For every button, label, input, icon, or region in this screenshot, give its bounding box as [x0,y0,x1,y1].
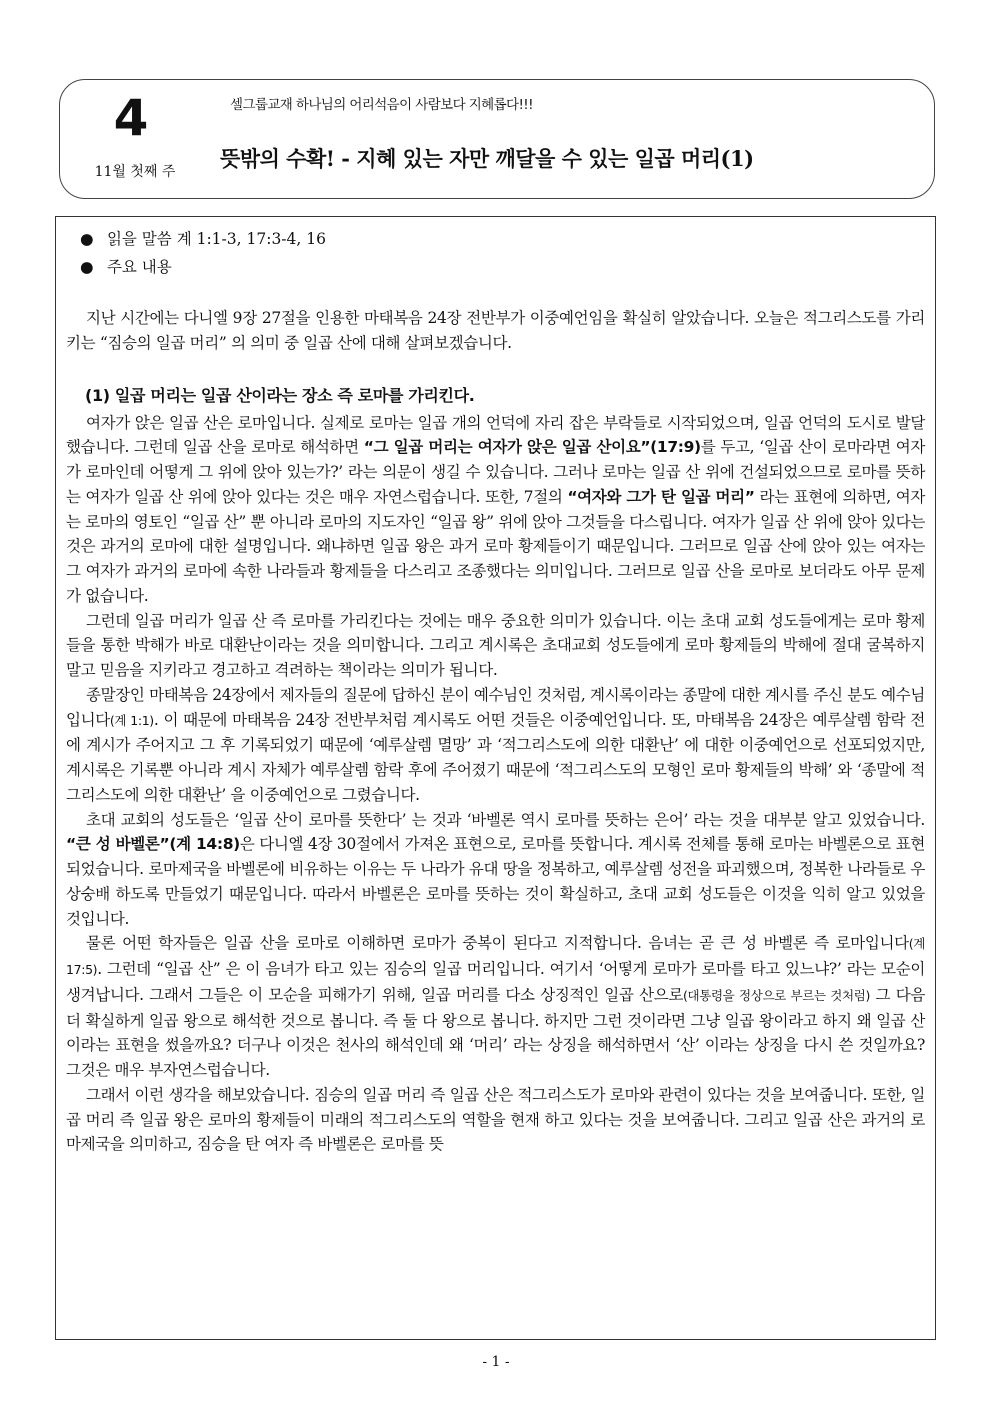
text-run: 물론 어떤 학자들은 일곱 산을 로마로 이해하면 로마가 중복이 된다고 지적합니다. 음녀는 곧 큰 성 바벨론 즉 로마입니다 [86,934,909,953]
section-heading: (1) 일곱 머리는 일곱 산이라는 장소 즉 로마를 가리킨다. [85,385,475,405]
verse-ref: (계 17:5) [66,936,925,977]
text-run: 은 다니엘 4장 30절에서 가져온 표현으로, 로마를 뜻합니다. 계시록 전체를 통해 로마는 바벨론으로 표현되었습니다. 로마제국을 바벨론에 비유하는 이유는 두 나라가 유대 땅을 정복하고, 예루살렘 성전을 파괴했으며, 정복한 나라들로 우상숭배 하도록 만들었기 때문입니다. 따라서 바벨론은 로마를 뜻하는 것이 확실하고, 초대 교회 성도들은 이것을 익히 알고 있었을 것입니다. [66,835,925,928]
bold-quote: “큰 성 바벨론” [66,835,170,854]
bold-quote: “여자와 그가 탄 일곱 머리” [567,487,755,506]
paragraph-3 [66,683,925,808]
paragraph-4 [66,808,925,932]
bullet-icon: ● [80,258,94,276]
text-run: 종말장인 마태복음 24장에서 제자들의 질문에 답하신 분이 예수님인 것처럼, 계시록이라는 종말에 대한 계시를 주신 분도 예수님입니다 [66,685,925,729]
reading-line [80,225,326,253]
verse-ref: (계 1:1) [109,712,154,728]
paragraph-1 [66,411,925,609]
series-title: 셀그룹교재 하나님의 어리석음이 사람보다 지혜롭다!!! [230,97,533,113]
reading-label: 읽을 말씀 [106,230,172,248]
paragraph-6: 그래서 이런 생각을 해보았습니다. 짐승의 일곱 머리 즉 일곱 산은 적그리스도가 로마와 관련이 있다는 것을 보여줍니다. 또한, 일곱 머리 즉 일곱 왕은 로마의 황제들이 미래의 적그리스도의 역할을 현재 하고 있다는 것을 보여줍니다. 그리고 일곱 산은 과거의 로마제국을 의미하고, 짐승을 탄 여자 즉 바벨론은 로마를 뜻 [66,1085,925,1154]
body-text [66,306,925,1157]
text-run: 초대 교회의 성도들은 ‘일곱 산이 로마를 뜻한다’ 는 것과 ‘바벨론 역시 로마를 뜻하는 은어’ 라는 것을 대부분 알고 있었습니다. [86,810,925,829]
inline-note: (대통령을 정상으로 부르는 것처럼) [682,987,870,1003]
paragraph-5 [66,931,925,1083]
content-line [80,253,326,281]
bold-quote: “그 일곱 머리는 여자가 앉은 일곱 산이요” [363,438,651,457]
page-number: - 1 - [482,1354,510,1370]
text-run: . 그런데 “일곱 산” 은 이 음녀가 타고 있는 짐승의 일곱 머리입니다. 여기서 ‘어떻게 로마가 로마를 타고 있느냐?’ 라는 모순이 생겨납니다. 그래서 그들은 이 모순을 피해가기 위해, 일곱 머리를 다소 상징적인 일곱 산으로 [66,960,925,1004]
meta-block [80,225,326,281]
text-run: 를 두고, ‘일곱 산이 로마라면 여자가 로마인데 어떻게 그 위에 앉아 있는가?’ 라는 의문이 생길 수 있습니다. 그러나 로마는 일곱 산 위에 건설되었으므로 로마를 뜻하는 여자가 일곱 산 위에 앉아 있다는 것은 매우 자연스럽습니다. 또한, 7절의 [66,438,926,506]
reading-value: 계 1:1-3, 17:3-4, 16 [176,230,326,248]
text-run: . 이 때문에 마태복음 24장 전반부처럼 계시록도 어떤 것들은 이중예언입니다. 또, 마태복음 24장은 예루살렘 함락 전에 계시가 주어지고 그 후 기록되었기 때문에 ‘예루살렘 멸망’ 과 ‘적그리스도에 의한 대환난’ 에 대한 이중예언으로 선포되었지만, 계시록은 기록뿐 아니라 계시 자체가 예루살렘 함락 후에 주어졌기 때문에 ‘적그리스도의 모형인 로마 황제들의 박해’ 와 ‘종말에 적그리스도에 의한 대환난’ 을 이중예언으로 그렸습니다. [66,710,925,804]
content-label: 주요 내용 [106,258,172,276]
page-title: 뜻밖의 수확! - 지혜 있는 자만 깨달을 수 있는 일곱 머리(1) [220,146,754,171]
paragraph-2: 그런데 일곱 머리가 일곱 산 즉 로마를 가리킨다는 것에는 매우 중요한 의미가 있습니다. 이는 초대 교회 성도들에게는 로마 황제들을 통한 박해가 바로 대환난이라는 것을 의미합니다. 그리고 계시록은 초대교회 성도들에게 로마 황제들의 박해에 절대 굴복하지 말고 믿음을 지키라고 경고하고 격려하는 책이라는 의미가 됩니다. [66,611,925,679]
verse-ref: (계 14:8) [169,835,240,854]
text-run: 라는 표현에 의하면, 여자는 로마의 영토인 “일곱 산” 뿐 아니라 로마의 지도자인 “일곱 왕” 위에 앉아 그것들을 다스립니다. 여자가 일곱 산 위에 앉아 있다는 것은 과거의 로마에 대한 설명입니다. 왜냐하면 일곱 왕은 과거 로마 황제들이기 때문입니다. 그러므로 일곱 산에 앉아 있는 여자는 그 여자가 과거의 로마에 속한 나라들과 황제들을 다스리고 조종했다는 의미입니다. 그러므로 일곱 산을 로마로 보더라도 아무 문제가 없습니다. [66,487,925,605]
text-run: 그 다음 더 확실하게 일곱 왕으로 해석한 것으로 봅니다. 즉 둘 다 왕으로 봅니다. 하지만 그런 것이라면 그냥 일곱 왕이라고 하지 왜 일곱 산이라는 표현을 썼을까요? 더구나 이것은 천사의 해석인데 왜 ‘머리’ 라는 상징을 해석하면서 ‘산’ 이라는 상징을 다시 쓴 것일까요? 그것은 매우 부자연스럽습니다. [66,985,925,1079]
week-label: 11월 첫째 주 [94,164,176,180]
bullet-icon: ● [80,230,94,248]
verse-ref: (17:9) [650,438,701,457]
intro-paragraph: 지난 시간에는 다니엘 9장 27절을 인용한 마태복음 24장 전반부가 이중예언임을 확실히 알았습니다. 오늘은 적그리스도를 가리키는 “짐승의 일곱 머리” 의 의미 중 일곱 산에 대해 살펴보겠습니다. [66,309,925,352]
lesson-number: 4 [113,89,149,147]
text-run: 여자가 앉은 일곱 산은 로마입니다. 실제로 로마는 일곱 개의 언덕에 자리 잡은 부락들로 시작되었으며, 일곱 언덕의 도시로 발달했습니다. 그런데 일곱 산을 로마로 해석하면 [66,413,925,457]
